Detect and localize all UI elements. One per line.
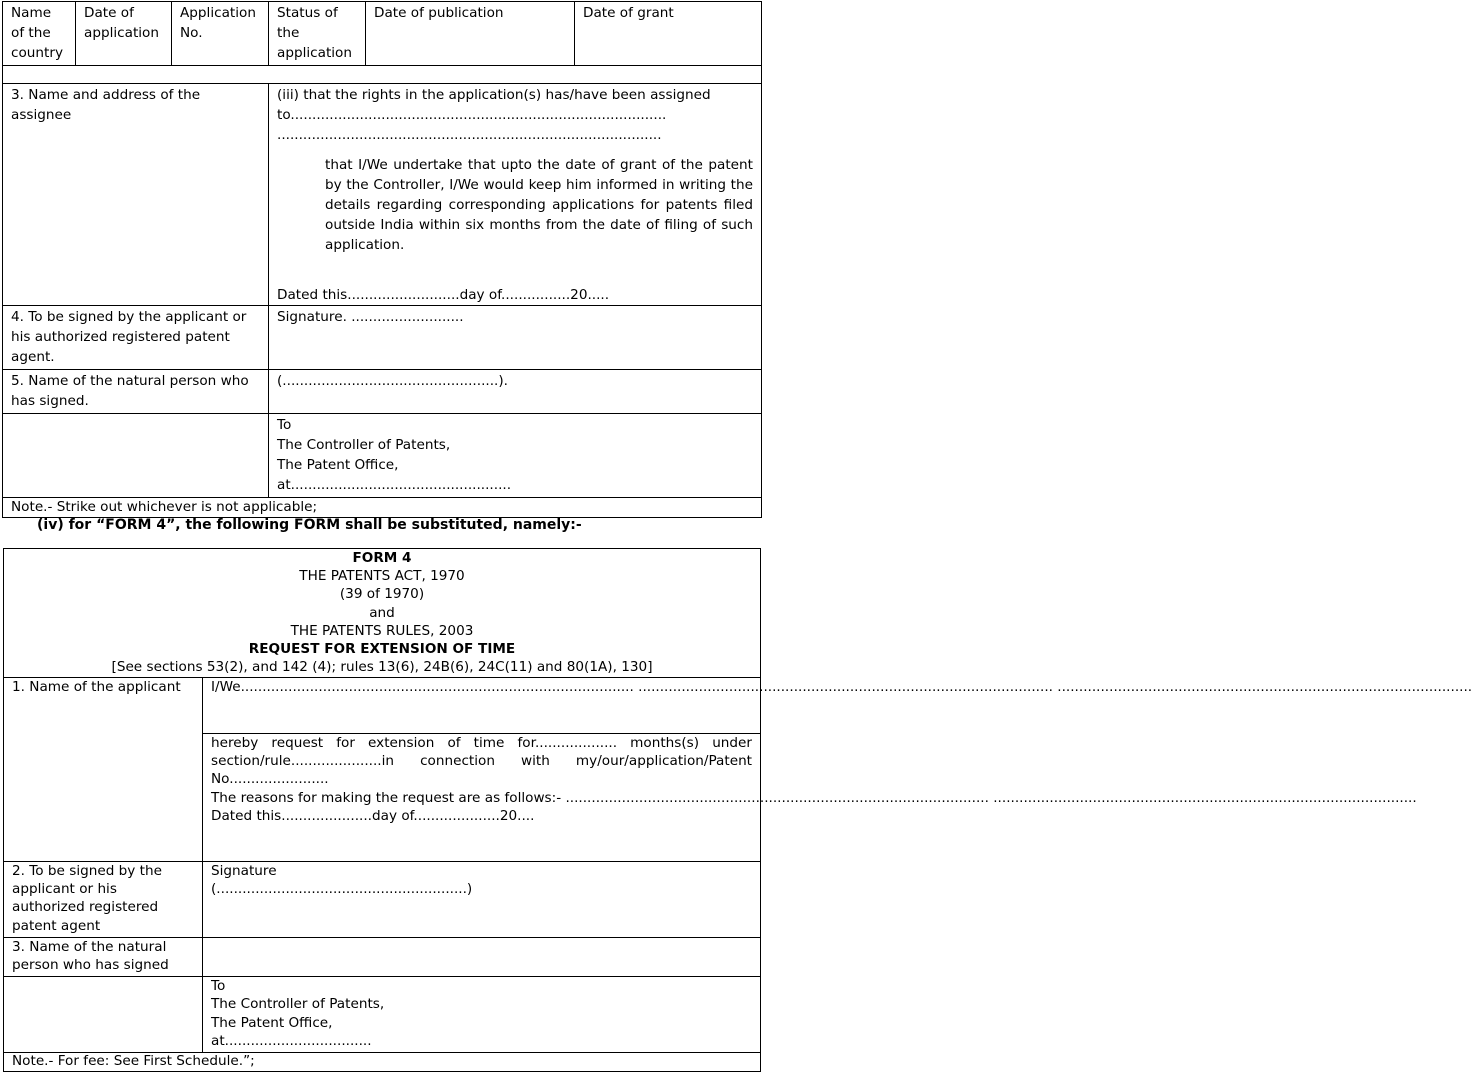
signature-label: 4. To be signed by the applicant or his authorized registered patent agent. [11,309,247,365]
natural-person-row [3,370,762,414]
form4-title: FORM 4 [352,550,412,566]
act-number: (39 of 1970) [339,586,425,603]
sections-reference: [See sections 53(2), and 142 (4); rules 13(6), 24B(6), 24C(11) and 80(1A), 130] [111,659,653,676]
applicant-row [4,678,761,734]
signature-field: Signature. .......................... [277,309,464,325]
undertaking-paragraph: that I/We undertake that upto the date of grant of the patent by the Controller, I/We would keep him informed in writing the details regarding corresponding applications for patents filed outside India within six months from the date of filing of such application. [325,157,753,253]
col-header-application-no: Application No. [180,5,256,41]
form4-note-row [4,1053,761,1072]
reasons: The reasons for making the request are as follows:- .................................................................................................. .................................................................................................. [211,789,1417,806]
col-header-country: Name of the country [11,5,63,61]
form4-subject: REQUEST FOR EXTENSION OF TIME [248,641,516,658]
applicant-label: 1. Name of the applicant [12,679,181,695]
and-text: and [369,604,395,621]
patents-rules: THE PATENTS RULES, 2003 [290,622,474,639]
signature-row [3,306,762,370]
form4-signature-field: Signature (..........................................................) [211,863,473,898]
col-header-status: Status of the application [277,5,352,61]
dated-line: Dated this..........................day of................20..... [277,287,610,303]
form-table-continuation [2,1,762,518]
applicant-name-lines: I/We........................................................................................... ................................................................................................ ................................................................................................ [211,679,1472,695]
form4-controller-address: To The Controller of Patents, The Patent Office, at.................................. [211,978,385,1049]
form4-natural-person-row [4,937,761,976]
address-row [3,414,762,498]
form4-signature-label: 2. To be signed by the applicant or his authorized registered patent agent [12,863,162,934]
form4-dated-line: Dated this.....................day of....................20.... [211,807,535,824]
form4-signature-row [4,862,761,938]
empty-row [3,66,762,84]
controller-address: To The Controller of Patents, The Patent Office, at................................................... [277,417,512,493]
natural-person-field: (..................................................). [277,373,508,389]
request-line-1: hereby request for extension of time for................... months(s) under [211,735,753,751]
substitution-heading: (iv) for “FORM 4”, the following FORM shall be substituted, namely:- [37,517,582,533]
form4-address-row [4,977,761,1053]
col-header-date-of-publication: Date of publication [374,5,504,21]
assignee-row [3,84,762,306]
assignment-line-2: to....................................................................................... [277,107,667,123]
header-row [3,2,762,66]
natural-person-label: 5. Name of the natural person who has signed. [11,373,249,409]
request-line-2: section/rule.....................in connection with my/our/application/Patent [211,753,753,770]
form4-note: Note.- For fee: See First Schedule.”; [12,1053,255,1070]
col-header-date-of-grant: Date of grant [583,5,674,21]
assignment-line-3: ......................................................................................... [277,127,662,143]
note: Note.- Strike out whichever is not applicable; [11,499,318,515]
col-header-date-of-application: Date of application [84,5,159,41]
assignment-line-1: (iii) that the rights in the application(s) has/have been assigned [277,87,711,103]
assignee-label: 3. Name and address of the assignee [11,87,201,123]
form4-table [3,548,1472,1072]
form4-header-row [4,549,761,678]
patents-act: THE PATENTS ACT, 1970 [299,568,465,585]
request-line-3: No....................... [211,771,329,788]
form4-natural-person-label: 3. Name of the natural person who has signed [12,938,169,974]
